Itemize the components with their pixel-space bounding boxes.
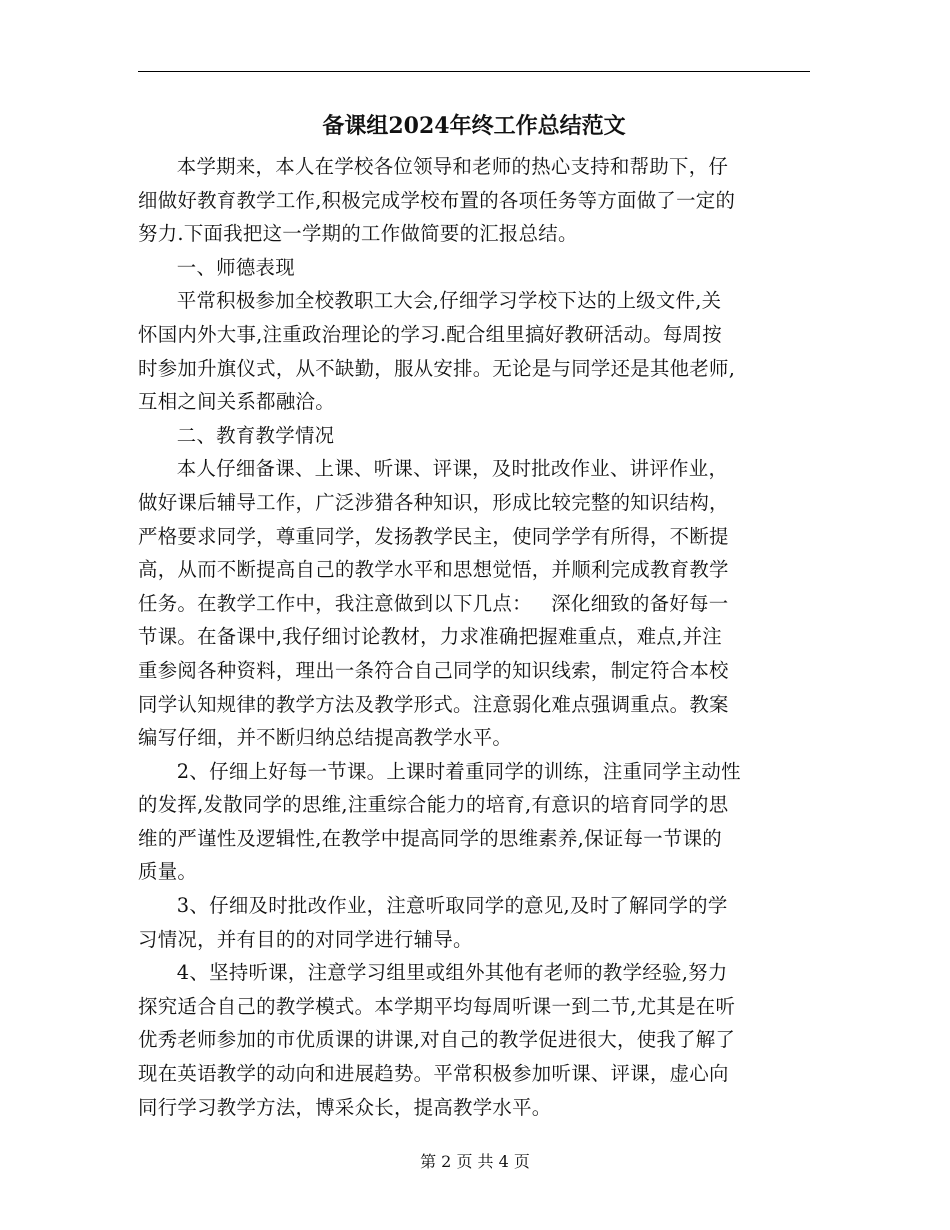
paragraph-line: 探究适合自己的教学模式。本学期平均每周听课一到二节,尤其是在听 <box>138 994 736 1018</box>
paragraph-line: 质量。 <box>138 860 198 884</box>
paragraph-line: 努力.下面我把这一学期的工作做简要的汇报总结。 <box>138 222 578 246</box>
paragraph-line: 维的严谨性及逻辑性,在教学中提高同学的思维素养,保证每一节课的 <box>138 826 722 850</box>
paragraph-line: 细做好教育教学工作,积极完成学校布置的各项任务等方面做了一定的 <box>138 188 736 212</box>
paragraph-line: 重参阅各种资料，理出一条符合自己同学的知识线索，制定符合本校 <box>138 658 729 682</box>
paragraph-line: 4、坚持听课，注意学习组里或组外其他有老师的教学经验,努力 <box>176 961 728 985</box>
page-number: 第 2 页 共 4 页 <box>420 1152 530 1171</box>
paragraph-line: 2、仔细上好每一节课。上课时着重同学的训练，注重同学主动性 <box>176 759 741 783</box>
paragraph-line: 编写仔细，并不断归纳总结提高教学水平。 <box>138 726 513 750</box>
paragraph-line: 同行学习教学方法，博采众长，提高教学水平。 <box>138 1095 552 1119</box>
paragraph-line: 做好课后辅导工作，广泛涉猎各种知识，形成比较完整的知识结构， <box>138 490 729 514</box>
document-title: 备课组2024年终工作总结范文 <box>322 113 626 139</box>
paragraph-line: 优秀老师参加的市优质课的讲课,对自己的教学促进很大，使我了解了 <box>138 1028 736 1052</box>
paragraph-line: 现在英语教学的动向和进展趋势。平常积极参加听课、评课，虚心向 <box>138 1062 729 1086</box>
paragraph-line: 的发挥,发散同学的思维,注重综合能力的培育,有意识的培育同学的思 <box>138 793 729 817</box>
paragraph-line: 严格要求同学，尊重同学，发扬教学民主，使同学学有所得，不断提 <box>138 524 729 548</box>
section-heading: 一、师德表现 <box>176 255 295 279</box>
paragraph-line: 本学期来，本人在学校各位领导和老师的热心支持和帮助下，仔 <box>176 155 729 178</box>
paragraph-line: 任务。在教学工作中，我注意做到以下几点： 深化细致的备好每一 <box>138 591 729 615</box>
document-body <box>138 150 810 1124</box>
paragraph-line: 高，从而不断提高自己的教学水平和思想觉悟，并顺利完成教育教学 <box>138 558 729 582</box>
paragraph-line: 平常积极参加全校教职工大会,仔细学习学校下达的上级文件,关 <box>176 289 722 313</box>
header-rule <box>138 71 810 72</box>
paragraph-line: 时参加升旗仪式，从不缺勤，服从安排。无论是与同学还是其他老师, <box>138 356 736 380</box>
paragraph-line: 3、仔细及时批改作业，注意听取同学的意见,及时了解同学的学 <box>176 894 728 918</box>
paragraph-line: 本人仔细备课、上课、听课、评课，及时批改作业、讲评作业， <box>176 457 729 481</box>
paragraph-line: 同学认知规律的教学方法及教学形式。注意弱化难点强调重点。教案 <box>138 692 729 716</box>
paragraph-line: 互相之间关系都融洽。 <box>138 390 335 414</box>
section-heading: 二、教育教学情况 <box>176 423 335 447</box>
paragraph-line: 节课。在备课中,我仔细讨论教材，力求准确把握难重点，难点,并注 <box>138 625 722 649</box>
paragraph-line: 习情况，并有目的的对同学进行辅导。 <box>138 927 473 951</box>
paragraph-line: 怀国内外大事,注重政治理论的学习.配合组里搞好教研活动。每周按 <box>138 322 722 346</box>
